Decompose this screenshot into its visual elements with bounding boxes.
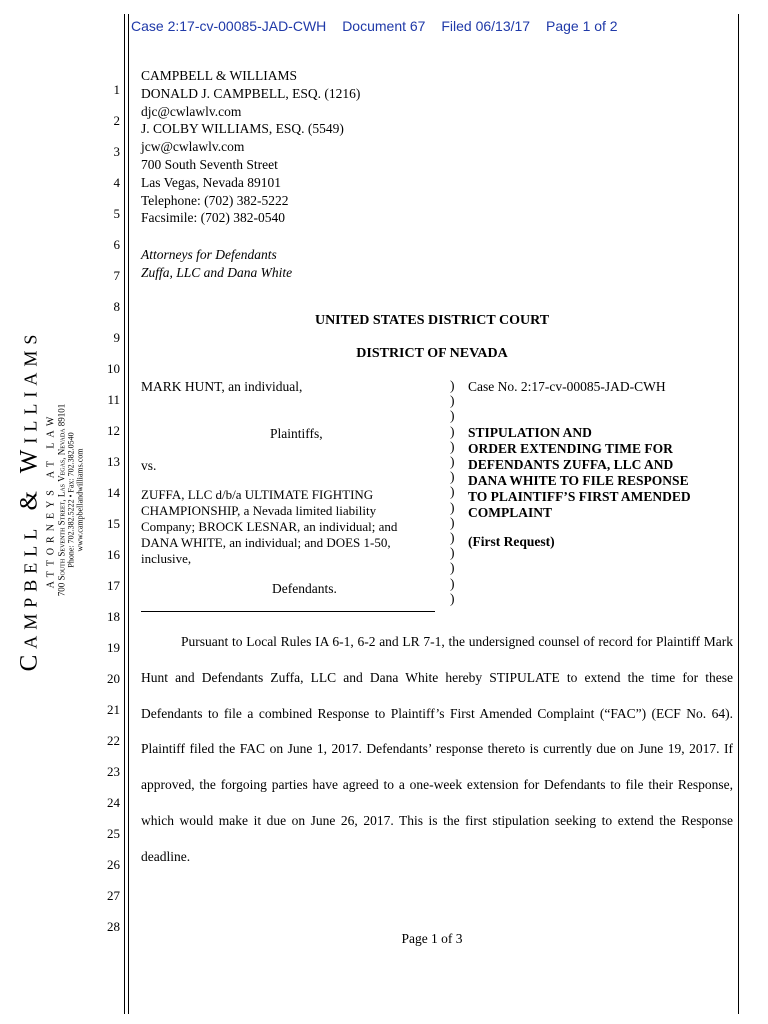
line-number: 12 — [107, 423, 120, 438]
firm-subtitle: ATTORNEYS AT LAW — [45, 411, 57, 589]
firm-website: www.campbellandwilliams.com — [75, 448, 85, 552]
title-line: DANA WHITE TO FILE RESPONSE — [468, 473, 689, 488]
page-footer: Page 1 of 3 — [401, 931, 463, 946]
versus: vs. — [141, 458, 157, 473]
document-number: Document 67 — [342, 18, 426, 34]
street-address: 700 South Seventh Street — [141, 156, 278, 172]
line-number: 5 — [113, 206, 120, 221]
plaintiffs-label: Plaintiffs, — [270, 426, 323, 441]
line-number: 15 — [107, 516, 120, 531]
line-number: 19 — [107, 640, 120, 655]
district-name: DISTRICT OF NEVADA — [356, 346, 508, 361]
line-number: 26 — [107, 857, 120, 872]
title-line: COMPLAINT — [468, 505, 552, 520]
body-paragraph — [141, 624, 733, 875]
case-number: Case 2:17-cv-00085-JAD-CWH — [131, 18, 327, 34]
line-number: 11 — [107, 392, 120, 407]
firm-address: 700 South Seventh Street, Las Vegas, Nevada 89101 — [56, 403, 67, 597]
defendants-label: Defendants. — [272, 581, 337, 596]
caption-underline — [141, 611, 435, 612]
line-number: 1 — [113, 82, 120, 97]
title-line: STIPULATION AND — [468, 425, 592, 440]
attorneys-for — [141, 246, 292, 282]
filing-header — [131, 18, 630, 34]
line-number: 21 — [107, 702, 120, 717]
court-name: UNITED STATES DISTRICT COURT — [314, 313, 550, 328]
line-number: 2 — [113, 113, 120, 128]
caption-parentheses: ) ) ) ) ) ) ) ) ) ) ) ) ) ) ) — [450, 378, 455, 606]
line-number: 22 — [107, 733, 120, 748]
line-number: 4 — [113, 175, 120, 190]
firm-phone: Phone: 702.382.5222 • Fax: 702.382.0540 — [66, 432, 76, 568]
facsimile: Facsimile: (702) 382-0540 — [141, 210, 285, 226]
document-title — [468, 425, 691, 521]
line-number: 10 — [107, 361, 120, 376]
line-number: 25 — [107, 826, 120, 841]
defendants-list: ZUFFA, LLC d/b/a ULTIMATE FIGHTING CHAMPIONSHIP, a Nevada limited liability Company; BROCK LESNAR, an individual; and DANA WHITE, an individual; and DOES 1-50, inclusive, — [141, 487, 398, 566]
line-number: 8 — [113, 299, 120, 314]
line-number: 20 — [107, 671, 120, 686]
title-line: TO PLAINTIFF’S FIRST AMENDED — [468, 489, 691, 504]
case-number-caption: Case No. 2:17-cv-00085-JAD-CWH — [468, 379, 666, 394]
firm-sidebar — [16, 329, 85, 672]
line-number: 28 — [107, 919, 120, 934]
counsel-block — [141, 67, 360, 227]
page-indicator: Page 1 of 2 — [545, 18, 618, 34]
attorney-email: jcw@cwlawlv.com — [141, 139, 245, 155]
line-number: 27 — [107, 888, 120, 903]
title-line: DEFENDANTS ZUFFA, LLC AND — [468, 457, 674, 472]
attorney-name: DONALD J. CAMPBELL, ESQ. (1216) — [141, 85, 361, 101]
body-text: Pursuant to Local Rules IA 6-1, 6-2 and LR 7-1, the undersigned counsel of record for Plaintiff Mark Hunt and Defendants Zuffa, LLC and Dana White hereby STIPULATE to extend the time for these Defendants to file a combined Response to Plaintiff’s First Amended Complaint (“FAC”) (ECF No. 64). Plaintiff filed the FAC on June 1, 2017. Defendants’ response thereto is currently due on June 19, 2017. If approved, the forgoing parties have agreed to a one-week extension for Defendants to file their Response, which would make it due on June 26, 2017. This is the first stipulation seeking to extend the Response deadline. — [141, 634, 733, 864]
line-number: 16 — [107, 547, 120, 562]
line-number: 3 — [113, 144, 120, 159]
city-state: Las Vegas, Nevada 89101 — [141, 174, 281, 190]
line-number: 7 — [113, 268, 120, 283]
line-number: 24 — [107, 795, 120, 810]
plaintiff-name: MARK HUNT, an individual, — [141, 379, 303, 394]
firm-line: CAMPBELL & WILLIAMS — [141, 68, 298, 83]
attorney-email: djc@cwlawlv.com — [141, 103, 242, 119]
attorneys-for-line: Zuffa, LLC and Dana White — [141, 264, 293, 280]
request-number: (First Request) — [468, 534, 555, 549]
line-number: 9 — [113, 330, 120, 345]
line-number: 23 — [107, 764, 120, 779]
firm-name: Campbell & Williams — [15, 328, 43, 672]
margin-rule — [124, 14, 125, 1014]
attorneys-for-line: Attorneys for Defendants — [141, 247, 277, 262]
line-number: 17 — [107, 578, 120, 593]
filed-date: Filed 06/13/17 — [441, 18, 531, 34]
line-number: 18 — [107, 609, 120, 624]
line-number: 6 — [113, 237, 120, 252]
telephone: Telephone: (702) 382-5222 — [141, 192, 289, 208]
margin-rule — [738, 14, 739, 1014]
margin-rule — [128, 14, 129, 1014]
line-number: 14 — [107, 485, 120, 500]
attorney-name: J. COLBY WILLIAMS, ESQ. (5549) — [141, 121, 344, 137]
line-number: 13 — [107, 454, 120, 469]
title-line: ORDER EXTENDING TIME FOR — [468, 441, 673, 456]
